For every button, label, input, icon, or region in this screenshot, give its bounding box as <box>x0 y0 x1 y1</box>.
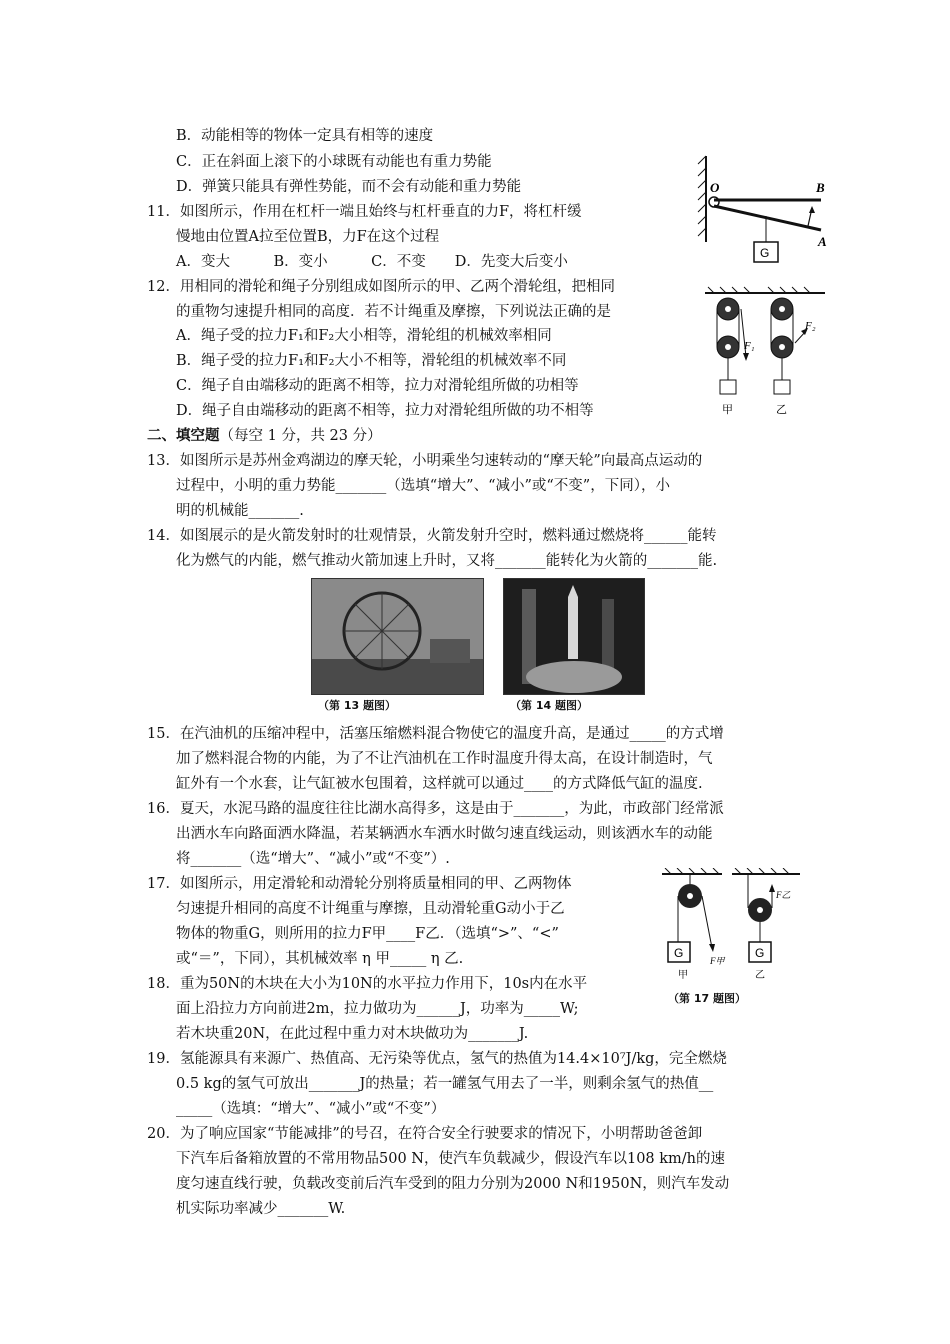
q16-line-1: 16．夏天，水泥马路的温度往往比湖水高得多，这是由于_______，为此，市政部门经常派 <box>147 801 724 817</box>
lever-label-g: G <box>760 246 770 260</box>
q11-line-2: 慢地由位置A拉至位置B，力F在这个过程 <box>176 229 440 245</box>
q18-line-1: 18．重为50N的木块在大小为10N的水平拉力作用下，10s内在水平 <box>147 976 588 992</box>
q18-line-2: 面上沿拉力方向前进2m，拉力做功为______J，功率为_____W; <box>176 1001 579 1017</box>
pulley-compare-figure <box>660 868 810 988</box>
pulley2-label-fyi: F乙 <box>776 890 791 900</box>
q16-line-2: 出洒水车向路面洒水降温，若某辆洒水车洒水时做匀速直线运动，则该洒水车的动能 <box>176 826 713 842</box>
lever-label-o: O <box>710 180 720 195</box>
q15-line-3: 缸外有一个水套，让气缸被水包围着，这样就可以通过____的方式降低气缸的温度. <box>176 776 703 792</box>
rocket-launch-photo <box>503 578 645 695</box>
figure-14-caption: （第 14 题图） <box>510 699 588 712</box>
q10-option-d: D．弹簧只能具有弹性势能，而不会有动能和重力势能 <box>176 179 522 195</box>
q17-line-3: 物体的物重G，则所用的拉力F甲____F乙．（选填“>”、“<” <box>176 926 559 942</box>
q10-option-c: C．正在斜面上滚下的小球既有动能也有重力势能 <box>176 154 492 170</box>
q12-option-c: C．绳子自由端移动的距离不相等，拉力对滑轮组所做的功相等 <box>176 378 579 394</box>
q19-line-2: 0.5 kg的氢气可放出_______J的热量；若一罐氢气用去了一半，则剩余氢气的热值__ <box>176 1076 714 1092</box>
pulley-label-f2: F₂ <box>805 320 816 332</box>
section-2-heading <box>147 426 382 446</box>
q14-line-2: 化为燃气的内能，燃气推动火箭加速上升时，又将_______能转化为火箭的_______能. <box>176 553 718 569</box>
pulley-group-figure <box>700 285 830 420</box>
q12-option-a: A．绳子受的拉力F₁和F₂大小相等，滑轮组的机械效率相同 <box>176 328 552 344</box>
q12-option-b: B．绳子受的拉力F₁和F₂大小不相等，滑轮组的机械效率不同 <box>176 353 567 369</box>
pulley2-label-jia: 甲 <box>678 970 688 981</box>
figure-13-caption: （第 13 题图） <box>318 699 396 712</box>
pulley-label-jia: 甲 <box>722 403 733 416</box>
q16-line-3: 将_______（选“增大”、“减小”或“不变”）. <box>176 851 450 867</box>
q10-option-b: B．动能相等的物体一定具有相等的速度 <box>176 128 434 144</box>
q11-line-1: 11．如图所示，作用在杠杆一端且始终与杠杆垂直的力F，将杠杆缓 <box>147 204 582 220</box>
pulley2-label-g-yi: G <box>755 946 765 960</box>
q19-line-1: 19．氢能源具有来源广、热值高、无污染等优点，氢气的热值为14.4×10⁷J/kg，完全燃烧 <box>147 1051 727 1067</box>
lever-label-a: A <box>818 234 827 249</box>
q11-options: A．变大 B．变小 C．不变 D．先变大后变小 <box>176 254 568 270</box>
section-2-note: （每空 1 分，共 23 分） <box>219 428 382 444</box>
figure-17-caption: （第 17 题图） <box>668 992 746 1005</box>
q17-line-2: 匀速提升相同的高度不计绳重与摩擦，且动滑轮重G动小于乙 <box>176 901 565 917</box>
lever-figure <box>696 150 836 268</box>
q20-line-4: 机实际功率减少_______W. <box>176 1201 346 1217</box>
q20-line-1: 20．为了响应国家“节能减排”的号召，在符合安全行驶要求的情况下，小明帮助爸爸卸 <box>147 1126 703 1142</box>
q12-option-d: D．绳子自由端移动的距离不相等，拉力对滑轮组所做的功不相等 <box>176 403 594 419</box>
pulley2-label-fjia: F甲 <box>710 956 725 966</box>
q20-line-2: 下汽车后备箱放置的不常用物品500 N，使汽车负载减少，假设汽车以108 km/h的速 <box>176 1151 726 1167</box>
q12-line-1: 12．用相同的滑轮和绳子分别组成如图所示的甲、乙两个滑轮组，把相同 <box>147 279 615 295</box>
section-2-title: 二、填空题 <box>147 427 220 444</box>
q14-line-1: 14．如图展示的是火箭发射时的壮观情景，火箭发射升空时，燃料通过燃烧将______能转 <box>147 528 717 544</box>
q15-line-2: 加了燃料混合物的内能，为了不让汽油机在工作时温度升得太高，在设计制造时，气 <box>176 751 713 767</box>
lever-label-b: B <box>816 180 825 195</box>
q12-line-2: 的重物匀速提升相同的高度．若不计绳重及摩擦，下列说法正确的是 <box>176 304 611 320</box>
q13-line-1: 13．如图所示是苏州金鸡湖边的摩天轮，小明乘坐匀速转动的“摩天轮”向最高点运动的 <box>147 453 703 469</box>
q18-line-3: 若木块重20N，在此过程中重力对木块做功为_______J. <box>176 1026 529 1042</box>
pulley2-label-g-jia: G <box>674 946 684 960</box>
q13-line-2: 过程中，小明的重力势能_______（选填“增大”、“减小”或“不变”，下同），小 <box>176 478 670 494</box>
q15-line-1: 15．在汽油机的压缩冲程中，活塞压缩燃料混合物使它的温度升高，是通过_____的方式增 <box>147 726 724 742</box>
pulley-label-f1: F₁ <box>744 340 755 352</box>
pulley-label-yi: 乙 <box>776 403 787 416</box>
q17-line-1: 17．如图所示，用定滑轮和动滑轮分别将质量相同的甲、乙两物体 <box>147 876 572 892</box>
q13-line-3: 明的机械能_______. <box>176 503 304 519</box>
pulley2-label-yi: 乙 <box>755 970 765 981</box>
q20-line-3: 度匀速直线行驶，负载改变前后汽车受到的阻力分别为2000 N和1950N，则汽车发动 <box>176 1176 730 1192</box>
q19-line-3: _____（选填：“增大”、“减小”或“不变”） <box>176 1101 446 1117</box>
ferris-wheel-photo <box>311 578 484 695</box>
q17-line-4: 或“＝”，下同），其机械效率 η 甲_____ η 乙. <box>176 951 464 967</box>
